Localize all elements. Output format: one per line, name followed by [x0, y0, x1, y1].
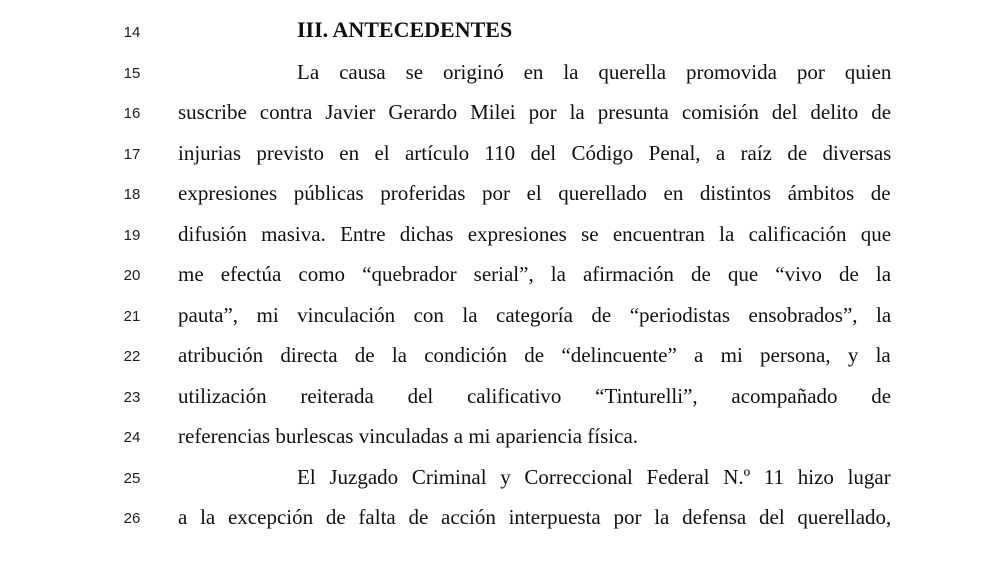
document-line — [0, 13, 982, 53]
paragraph-text: expresiones públicas proferidas por el querellado en distintos ámbitos de — [178, 181, 891, 205]
line-number: 15 — [123, 65, 141, 82]
paragraph-text: referencias burlescas vinculadas a mi apariencia física. — [178, 424, 639, 448]
document-line — [0, 216, 982, 256]
paragraph-text: suscribe contra Javier Gerardo Milei por la presunta comisión del delito de — [178, 100, 892, 124]
line-number: 26 — [123, 510, 141, 527]
line-number: 20 — [123, 267, 141, 284]
document-line — [0, 94, 982, 134]
paragraph-text: La causa se originó en la querella promovida por quien — [297, 60, 892, 84]
paragraph-text: utilización reiterada del calificativo “Tinturelli”, acompañado de — [178, 384, 892, 408]
document-line — [0, 418, 982, 458]
paragraph-text: me efectúa como “quebrador serial”, la afirmación de que “vivo de la — [178, 262, 892, 286]
document-line — [0, 256, 982, 296]
line-number: 17 — [123, 146, 141, 163]
document-line — [0, 135, 982, 175]
paragraph-text: a la excepción de falta de acción interpuesta por la defensa del querellado, — [178, 505, 892, 529]
line-number: 24 — [123, 429, 141, 446]
document-line — [0, 459, 982, 499]
document-line — [0, 297, 982, 337]
paragraph-text: El Juzgado Criminal y Correccional Federal N.º 11 hizo lugar — [297, 465, 891, 489]
line-number: 14 — [123, 24, 141, 41]
line-number: 22 — [123, 348, 141, 365]
line-number: 23 — [123, 389, 141, 406]
line-number: 21 — [123, 308, 141, 325]
line-number: 16 — [123, 105, 141, 122]
document-line — [0, 378, 982, 418]
line-number: 25 — [123, 470, 141, 487]
line-number: 18 — [123, 186, 141, 203]
paragraph-text: pauta”, mi vinculación con la categoría de “periodistas ensobrados”, la — [178, 303, 892, 327]
paragraph-text: difusión masiva. Entre dichas expresiones se encuentran la calificación que — [178, 222, 892, 246]
document-line — [0, 337, 982, 377]
paragraph-text: injurias previsto en el artículo 110 del Código Penal, a raíz de diversas — [178, 141, 892, 165]
document-line — [0, 175, 982, 215]
document-line — [0, 54, 982, 94]
paragraph-text: atribución directa de la condición de “delincuente” a mi persona, y la — [178, 343, 891, 367]
line-number: 19 — [123, 227, 141, 244]
document-line — [0, 499, 982, 539]
section-heading: III. ANTECEDENTES — [297, 17, 513, 42]
